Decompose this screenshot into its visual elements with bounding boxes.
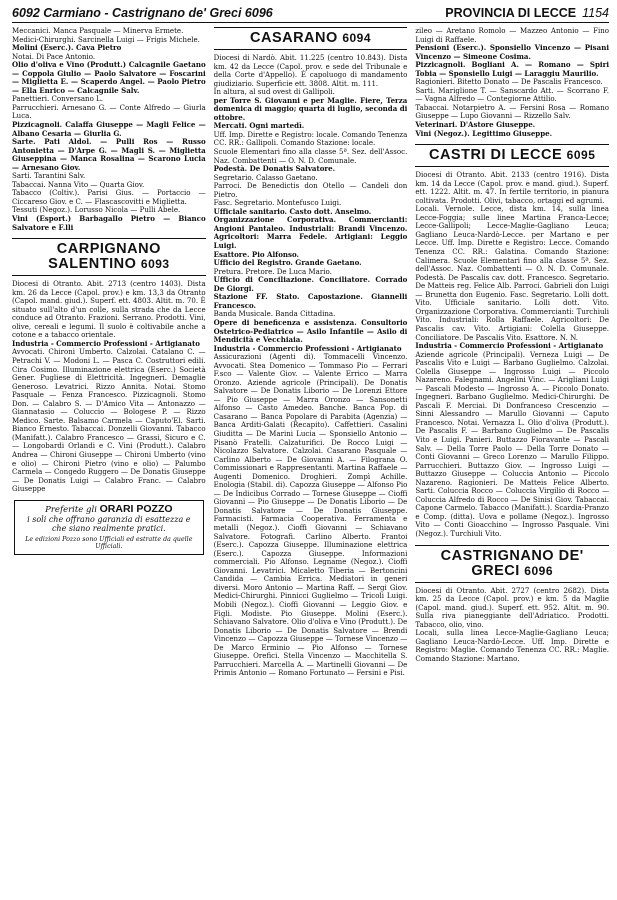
list-item: Podestà. De Donatis Salvatore. (213, 164, 336, 174)
list-item: Sarti. Mariglione T. — Sanscardo Att. — Scorrano F. — Vagna Alfredo — Contegiorne Attilio. (415, 85, 610, 104)
list-item: Meccanici. Manca Pasquale — Minerva Ermete. (12, 27, 184, 35)
column-left (12, 27, 206, 885)
section-subheading: Industria - Commercio Professioni - Artigianato (213, 343, 402, 353)
column-middle (214, 27, 408, 885)
list-item: Banda Musicale. Banda Cittadina. (213, 309, 336, 319)
list-item: Ufficio di Conciliazione. Conciliatore. Corrado De Giorgi. (213, 275, 408, 293)
list-item: Tessuti (Negoz.). Lorusso Nicola — Pulli Abele. (12, 205, 181, 215)
section-subheading: Industria - Commercio Professioni - Artigianato (12, 338, 200, 348)
list-item: Locali. Vernole. Lecce, dista km. 14, sulla linea Lecce-Foggia; sulle linee Martina Franca-Lecce; Lecce-Gallipoli; Lecce-Maglie-Gagliano Leuca; Gagliano Leuca-Nardò-Lecce. per Martano e per Lecce. Uff. Imp. Dirette e Registro: Lecce. Comando Tenenza CC. RR.: Galatina. Comando Stazione: Calimera. Scuole Elementari fino alla classe 5ª. Sez. dell'Assoc. Naz. Combattenti — O. N. D. Comunale. Podestà. De Pascalis cav. dott. Francesco. Segretario. De Matteis reg. Felice Alb. Parroci. Gabrieli don Luigi — Brunetta don Eugenio. Fasc. Segretario. Lolli dott. Vito. Ufficiale sanitario. Lolli dott. Vito. Organizzazione Corporativa. Commercianti: Turchiuli Vito. Industriali: Rolla Raffaele. Agricoltori: De Pascalis cav. Vito. Artigiani: Colella Giuseppe. Conciliatore. De Pascalis Vito. Esattore. N. N. (415, 204, 610, 342)
list-item: Ragionieri. Bitetto Donato — De Pascalis Francesco. (415, 77, 603, 87)
list-item: Scuole Elementari fino alla classe 5ª. Sez. dell'Assoc. Naz. Combattenti — O. N. D. Comunale. (213, 147, 408, 165)
list-item: Assicurazioni (Agenti di). Tommacelli Vincenzo. Avvocati. Stea Domenico — Tommaso Pio — Ferrari F.sco — Valente Giov. — Valente Errico — Marra Oronzo. Aziende agricole (Principali). De Donatis Salvatore — De Donatis Liborio — De Lorenzi Ettore — Pio Giuseppe — Marra Oronzo — Sansonetti Alfonso — Casto Amedeo. Banche. Banca Pop. di Casarano — Banca Popolare di Parabita (Agenzia) — Banca Arditi-Galati (Recapito). Caffettieri. Casalini Giuditta — De Marini Lucia — Sponsiello Antonio — Pisanò Fratelli. Calzaturifici. De Rocco Luigi — Nicolazzo Salvatore. Calzolai. Casarano Pasquale — Carlino Alberto — De Giovanni A. — Filograna O. Commissionari e Rappresentanti. Martina Raffaele — Augenti Domenico. Droghieri. Zompì Achille. Enologia (Stabil. di). Capozza Giuseppe — Alfonso Pio — De Indicibus Corrado — Tornese Giuseppe — Cioffi Giovanni — Pio Giuseppe — De Donatis Liborio — De Donatis Salvatore — De Donatis Giuseppe. Farmacisti. Farmacia Cooperativa. Ferramenta e metalli (Negoz.). Cioffi Giovanni — Schiavano Salvatore. Fotografi. Carlino Alberto. Frantoi (Eserc.). Capozza Giuseppe. Illuminazione elettrica (Eserc.). Capozza Giuseppe. Informazioni commerciali. Pio Alfonso. Legname (Negoz.). Cioffi Giovanni. Levatrici. Micaletto Tiberia — Bertoncini Candida — Cambia Errica. Mediatori in generi diversi. Moro Antonio — Martina Raff. — Sergi Giov. Medici-Chirurghi. Pinnicci Guglielmo — Tricoli Luigi. Mobili (Negoz.). Cioffi Giovanni — Leggio Giov. e Figli. Modiste. Pio Giuseppe. Molini (Eserc.). Schiavano Salvatore. Olio d'oliva e Vino (Produtt.). De Donatis Liborio — De Donatis Salvatore — Brendi Vincenzo — Capozza Giuseppe — Tornese Vincenzo — De Marco Erminio — Pio Alfonso — Tornese Giuseppe. Orefici. Stella Vincenzo — Macchitella S. Parrucchieri. Marcella A. — Martinelli Giovanni — De Primis Antonio — Romano Fortunato — Fersini e Pisi. (213, 352, 408, 678)
list-item: Tabacco (Coltiv.). Parisi Gius. — Portaccio — Ciccareso Giov. e C. — Flascascovitti e Miglietta. (12, 188, 206, 206)
section-text: Diocesi di Otranto. Abit. 2727 (centro 2682). Dista km. 25 da Lecce (Capol. prov.) e km. 5 da Maglie (Capol. mand. giud.). Superf. ett. 952. Altit. m. 90. Sulla riva pianeggiante dell'Adriatico. Prodotti. Tabacco, olio, vino. (415, 585, 610, 629)
list-item: Locali, sulla linea Lecce-Maglie-Gagliano Leuca; Gagliano Leuca-Nardò-Lecce. Uff. Imp. Dirette e Registro: Maglie. Comando Tenenza CC. RR.: Maglie. Comando Stazione: Martano. (415, 628, 610, 663)
list-item: Organizzazione Corporativa. Commercianti: Angioni Pantaleo. Industriali: Brandi Vincenzo. Agricoltori: Marra Fedele. Artigiani: Leggio Luigi. (213, 215, 408, 251)
list-item: Pizzicagnoli. Bogliani A. — Romano — Spiri Tobia — Sponsiello Luigi — Laraggiu Maurilio. (415, 60, 610, 78)
list-item: Veterinari. D'Astore Giuseppe. (415, 120, 536, 130)
list-item: Pensioni (Eserc.). Sponsiello Vincenzo — Pisani Vincenzo — Simeone Cosima. (415, 43, 610, 61)
list-item: per Torre S. Giovanni e per Maglie. Fiere, Terza domenica di maggio; quarta di luglio, seconda di ottobre. (213, 95, 408, 122)
list-item: Stazione FF. Stato. Capostazione. Giannelli Francesco. (213, 292, 408, 310)
list-item: Sarte. Pati Aldol. — Pulli Ros — Russo Antonietta — D'Arpe G. — Magli S. — Miglietta Giuseppina — Manca Rosalina — Scarono Lucia — Arnesano Giov. (12, 137, 206, 172)
list-item: Avvocati. Chironi Umberto. Calzolai. Catalano C. — Petrachi V. — Modoni L. — Pasca C. Costruttori edili. Cira Cosimo. Illuminazione elettrica (Eserc.) Società Gener. Pugliese di Elettricità. Ingegneri. Demaglie Generoso. Levatrici. Rizzo Annita. Notai. Stomo Pasquale — Fenza Francesco. Pizzicagnoli. Stomo Don. — Calabro S. — D'Amico Vita — Antonazzo — Giannatasio — Coluccio — Bologese P. — Rizzo Medico. Sarte. Balsamo Carmela — Caputo'El. Sarti. Bianco Ernesto. Tabaccai. Donzelli Giovanni. Tabacco (Manifatt.). Calabro Francesco — Grassi, Sicuro e C. — Longobardi Orlandi e C. Vini (Produtt.). Calabro Andrea — Chironi Giuseppe — Chironi Umberto (vino e olio) — Chironi Pietro (vino e olio) — Palumbo Carmela — Congedo Ruggero — De Donatis Giuseppe — De Donatis Luigi — Calabro Franc. — Calabro Giuseppe (12, 347, 206, 494)
list-item: Olio d'oliva e Vino (Produtt.) Calcagnile Gaetano — Coppola Giulio — Paolo Salvatore — Foscarini — Miglietta E. — Scaperdo Angel. — Paolo Pietro — Ella Enrico — Calcagnile Salv. (12, 60, 206, 95)
list-item: Uff. Imp. Dirette e Registro: locale. Comando Tenenza CC. RR.: Gallipoli. Comando Stazione: locale. (213, 129, 408, 148)
list-item: Molini (Eserc.). Cava Pietro (12, 43, 122, 53)
list-item: Ufficiale sanitario. Casto dott. Anselmo. (213, 206, 372, 216)
header-right (445, 6, 609, 20)
list-item: Tabaccai. Notarpietro A. — Fersini Rosa — Romano Giuseppe — Lupo Giovanni — Rizzello Salv. (415, 102, 610, 121)
list-item: Pizzicagnoli. Calaffa Giuseppe — Magli Felice — Albano Cesaria — Giurlia G. (12, 120, 206, 138)
list-item: Tabaccai. Nanna Vito — Quarta Giov. (12, 179, 145, 189)
page-header (12, 6, 609, 23)
ad-footnote: Le edizioni Pozzo sono Ufficiali ed estratte da quelle Ufficiali. (25, 535, 193, 551)
list-item: Notai. Di Pace Antonio. (12, 51, 96, 61)
ad-brand: ORARI POZZO (99, 502, 173, 515)
list-item: Fasc. Segretario. Montefusco Luigi. (213, 198, 342, 208)
section-heading-castrignano: CASTRIGNANO DE' GRECI 6096 (415, 545, 609, 583)
page-number: 1154 (582, 6, 609, 20)
section-heading-carpignano: CARPIGNANO SALENTINO 6093 (12, 238, 206, 276)
list-item: Opere di beneficenza e assistenza. Consultorio Ostetrico-Pediatrico — Asilo Infantile — Asilo di Mendicità e Vecchiaia. (213, 317, 408, 345)
section-text: Diocesi di Otranto. Abit. 2133 (centro 1916). Dista km. 14 da Lecce (Capol. prov. e mand. giud.). Superf. ett. 1222. Altit. m. 47. In fertile territorio, in pianura coltivata. Prodotti. Olivi, tabacco, ortaggi ed agrumi. (415, 170, 610, 205)
list-item: Aziende agricole (Principali). Verneza Luigi — De Pascalis Vito e Luigi — Barbano Guglielmo. Calzolai. Colella Giuseppe — Ingrosso Luigi — Piccolo Nazareno. Falegnami. Angelini Vinc. — Arigliani Luigi — Pascali Modesto — Ingrosso A. — Piccolo Donato. Ingegneri. Barbano Guglielmo. Medici-Chirurghi. De Pascali F. Merciai. Di Donfranceso Crescenzio — Sinni Alessandro — Marullo Giovanni — Caputo Francesco. Notai. Vernazza L. Olio d'oliva (Produtt.). De Pascalis F. — Barbano Guglielmo — De Pascalis Vito e Luigi. Panieri. Buttazzo Fioravante — Pascali Salv. — Della Torre Paolo — Della Torre Donato — Conti Giovanni — Greco Lorenzo — Marullo Filippo. Parrucchieri. Buttazzo Giov. — Ingrosso Luigi — Buttazzo Giuseppe — Coluccia Antonio — Piccolo Nazareno. Ragionieri. De Matteis Felice Alberto. Sarti. Coluccia Rocco — Coluccia Virgilio di Rocco — Coluccia Alfredo di Rocco — De Sinisi Giov. Tabaccai. Capone Carmelo. Tabacco (Manifatt.). Scardia-Pranzo e Comp. (ditta). Uova e pollame (Negoz.). Ingrosso Vito — Conti Gioacchino — Ingrosso Pasquale. Vini (Negoz.). Turchiuli Vito. (415, 349, 610, 539)
ad-body: i soli che offrano garanzia di esattezza e che siano realmente pratici. (27, 514, 191, 534)
list-item: Parrucchieri. Arnesano G. — Conte Alfredo — Giurla Luca. (12, 102, 206, 121)
column-right (415, 27, 609, 885)
section-heading-casarano: CASARANO 6094 (214, 27, 408, 50)
header-left-title: 6092 Carmiano - Castrignano de' Greci 6096 (12, 6, 273, 20)
province-title: PROVINCIA DI LECCE (445, 6, 577, 20)
section-heading-castri: CASTRI DI LECCE 6095 (415, 144, 609, 167)
section-text: Diocesi di Otranto. Abit. 2713 (centro 1403). Dista km. 26 da Lecce (Capol. prov.) e km. 13,3 da Otranto (Capol. mand. giud.). Superf. ett. 4803. Altit. m. 70. È situato sull'alto d'un colle, sulla strada che da Lecce conduce ad Otranto. Frazioni. Serrano. Prodotti. Vini, olive, cereali e legumi. Il suolo è coltivabile anche a cotone e a tabacco orientale. (12, 279, 206, 340)
list-item: Ufficio del Registro. Grande Gaetano. (213, 258, 362, 268)
list-item: Parroci. De Benedictis don Otello — Candeli don Pietro. (213, 181, 408, 199)
list-item: Segretario. Calasso Gaetano. (213, 172, 318, 182)
list-item: Vini (Esport.) Barbagallo Pietro — Bianco Salvatore e F.lli (12, 214, 206, 232)
list-item: In altura, al sud ovest di Gallipoli. (213, 87, 335, 97)
ad-headline: Preferite gli ORARI POZZO (45, 502, 173, 515)
advertisement-box (14, 500, 204, 555)
list-item: Esattore. Pio Alfonso. (213, 249, 300, 259)
list-item: Sarti. Tarantini Salv. (12, 171, 86, 181)
list-item: Mercati. Ogni martedì. (213, 121, 305, 131)
list-item: Vini (Negoz.). Legittimo Giuseppe. (415, 128, 553, 138)
list-item: zileo — Aretano Romolo — Mazzeo Antonio — Fino Luigi di Raffaele. (415, 27, 610, 44)
list-item: Diocesi di Nardò. Abit. 11.225 (centro 10.843). Dista km. 42 da Lecce (Capol. prov. e sede del Tribunale e della Corte d'Appello). È capoluogo di mandamento giudiziario. Superficie ett. 3808. Altit. m. 111. (213, 53, 408, 88)
list-item: Pretura. Pretore. De Luca Mario. (213, 266, 332, 276)
list-item: Medici-Chirurghi. Sarcinella Luigi — Frigis Michele. (12, 34, 200, 44)
section-subheading: Industria - Commercio Professioni - Artigianato (415, 341, 604, 351)
list-item: Panettieri. Conversano L. (12, 94, 103, 104)
